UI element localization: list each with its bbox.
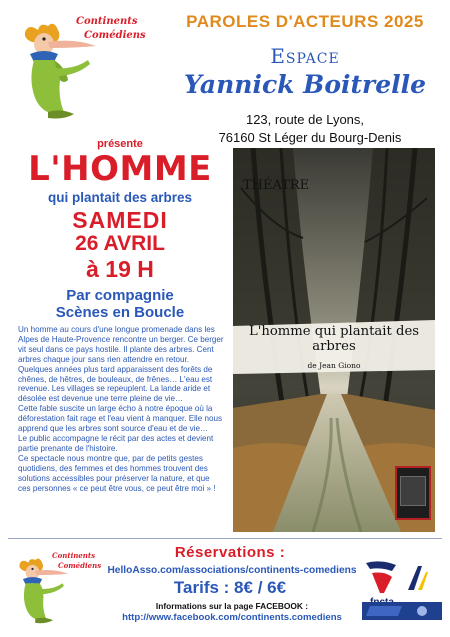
synopsis-paragraph: Le public accompagne le récit par des actes et devient partie prenante de l'histoire. <box>18 433 214 453</box>
department-logo <box>362 600 442 622</box>
venue-name-line1: Espace <box>270 44 340 68</box>
event-day: SAMEDI <box>72 207 168 233</box>
company-badge-icon <box>395 466 431 520</box>
company-line2: Scènes en Boucle <box>55 304 185 321</box>
venue-name-line2: Yannick Boitrelle <box>183 70 427 99</box>
synopsis-paragraph: Un homme au cours d'une longue promenade dans les Alpes de Haute-Provence rencontre un berger. Ce berger vit seul dans ce pays hostile. Il plante des arbres. Cent arbres chaque jour sans rien attendre en retour. Quelques années plus tard apparaissent des forêts de chênes, de hêtres, de bouleaux, de frênes… L'eau est revenue. Les villages se repeuplent. La lande aride et désolée est devenue une terre pleine de vie… <box>18 325 224 404</box>
prices: Tarifs : 8€ / 6€ <box>173 578 287 597</box>
facebook-info-label: Informations sur la page FACEBOOK : <box>155 601 309 611</box>
poster-author: de Jean Giono <box>307 361 361 370</box>
show-title: L'HOMME <box>28 149 212 189</box>
venue-address-line2: 76160 St Léger du Bourg-Denis <box>218 130 402 145</box>
event-time: à 19 H <box>86 256 154 282</box>
region-logo <box>404 562 442 594</box>
venue-address-line1: 123, route de Lyons, <box>245 112 365 127</box>
fncta-mark-icon <box>362 557 402 597</box>
company-line1: Par compagnie <box>66 287 174 304</box>
region-mark-icon <box>404 562 442 594</box>
presents-label: présente <box>97 138 143 150</box>
continents-comediens-logo-small <box>12 547 102 625</box>
poster-genre-label: THÉATRE <box>243 178 310 193</box>
synopsis <box>18 325 224 493</box>
logo-brand-line2: Comédiens <box>84 30 146 41</box>
logo-brand-line1: Continents <box>52 551 96 560</box>
poster-title: L'homme qui plantait des arbres <box>248 324 420 354</box>
logo-brand-line1: Continents <box>76 16 138 27</box>
event-date: 26 AVRIL <box>75 232 165 255</box>
festival-title: PAROLES D'ACTEURS 2025 <box>186 12 424 31</box>
synopsis-paragraph: Cette fable suscite un large écho à notre époque où la déforestation fait rage et l'eau vient à manquer. Elle nous apprend que les arbres sont source d'eau et de vie… <box>18 404 223 434</box>
facebook-link[interactable]: http://www.facebook.com/continents.comediens <box>122 612 342 623</box>
reservations-link[interactable]: HelloAsso.com/associations/continents-comediens <box>107 565 357 576</box>
logo-brand-line2: Comédiens <box>58 561 102 570</box>
show-poster <box>233 148 435 532</box>
department-mark-icon <box>362 600 442 622</box>
footer-divider <box>8 538 442 539</box>
reservations-title: Réservations : <box>174 544 286 561</box>
show-subtitle: qui plantait des arbres <box>47 190 193 205</box>
synopsis-paragraph: Ce spectacle nous montre que, par de petits gestes quotidiens, des femmes et des hommes trouvent des solutions accessibles pour préserver la nature, et que ces personnes « ce peut être vous, ce peut être moi » ! <box>18 453 216 493</box>
continents-comediens-logo <box>14 8 146 120</box>
